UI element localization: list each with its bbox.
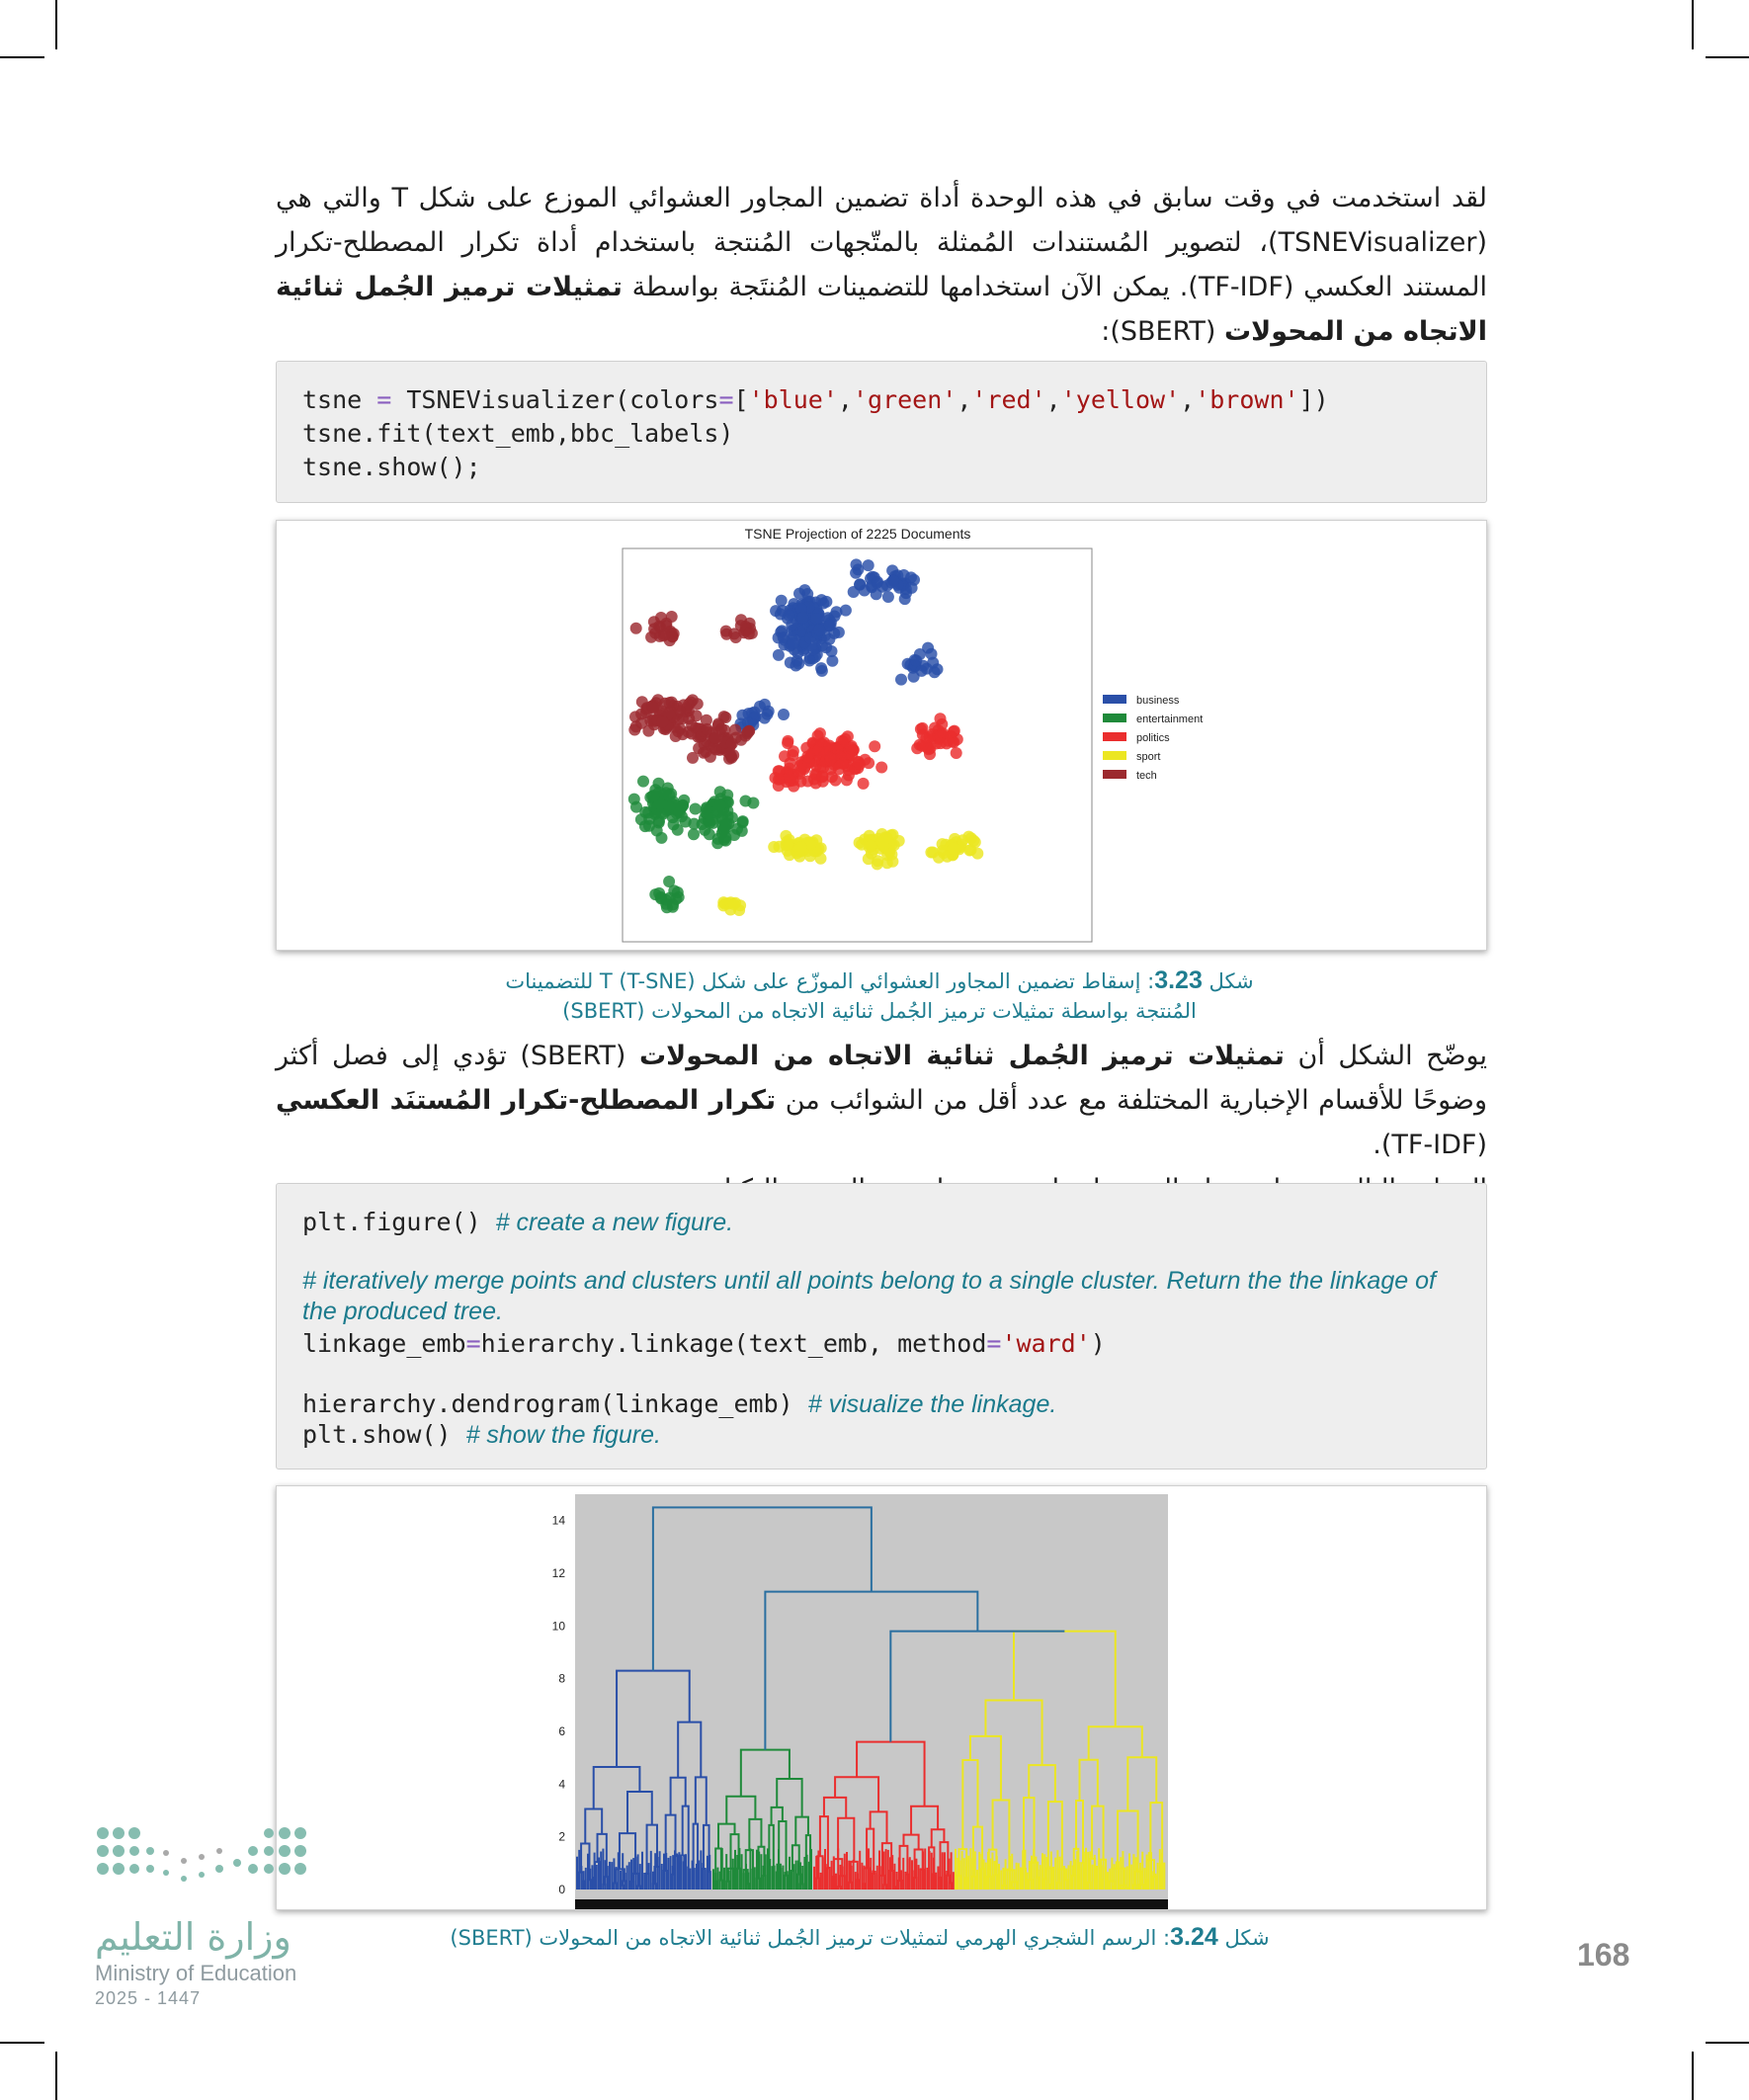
figure-caption-3-23: شكل 3.23: إسقاط تضمين المجاور العشوائي الموزّع على شكل T (T-SNE) للتضمينات المُنتجة بواسطة تمثيلات ترميز الجُمل ثنائية الاتجاه من المحولات (SBERT) (505, 966, 1254, 1023)
code-line: plt.figure() # create a new figure. (302, 1208, 734, 1236)
y-tick-label: 12 (551, 1566, 565, 1580)
tsne-point-politics (875, 762, 887, 774)
tsne-point-politics (837, 758, 849, 770)
tsne-point-business (775, 627, 787, 638)
tsne-point-sport (965, 832, 977, 844)
tsne-point-business (927, 657, 939, 669)
tsne-point-business (906, 582, 918, 594)
crop-mark (55, 2052, 57, 2100)
tsne-point-entertainment (643, 813, 655, 825)
tsne-point-entertainment (721, 790, 733, 801)
crop-mark (0, 2042, 44, 2044)
tsne-point-sport (728, 898, 740, 910)
y-tick-label: 8 (558, 1671, 565, 1686)
tsne-point-tech (701, 723, 712, 735)
tsne-point-entertainment (719, 831, 731, 843)
tsne-point-business (773, 649, 785, 661)
y-tick-label: 0 (558, 1883, 565, 1896)
tsne-point-business (899, 593, 911, 605)
tsne-point-tech (677, 728, 689, 740)
tsne-point-business (776, 595, 788, 607)
tsne-point-business (820, 596, 832, 608)
ministry-logo-english: Ministry of Education (95, 1961, 297, 1985)
tsne-point-entertainment (663, 876, 675, 887)
legend-swatch-entertainment (1103, 714, 1126, 722)
tsne-point-business (882, 591, 894, 603)
code-line: linkage_emb=hierarchy.linkage(text_emb, method='ward') (302, 1329, 1106, 1358)
intro-text: لقد استخدمت في وقت سابق في هذه الوحدة أداة تضمين المجاور العشوائي الموزع على شكل T والتي هي (TSNEVisualizer)، لتصوير المُستندات المُمثلة بالمتّجهات المُنتجة باستخدام أداة تكرار المصطلح-تكرار المستند العكسي (TF-IDF). يمكن الآن استخدامها للتضمينات المُنتَجة بواسطة (276, 183, 1488, 302)
tsne-point-business (759, 713, 771, 724)
tsne-point-sport (927, 847, 939, 859)
tsne-chart (277, 521, 1486, 950)
ministry-year: 2025 - 1447 (95, 1988, 202, 2008)
tsne-point-tech (718, 711, 730, 722)
code-block-hierarchy (276, 1183, 1487, 1470)
tsne-point-entertainment (656, 832, 668, 844)
tsne-point-business (813, 624, 825, 635)
tsne-point-sport (795, 841, 807, 853)
tsne-point-business (854, 579, 866, 591)
tsne-point-tech (635, 717, 647, 729)
tsne-point-tech (735, 620, 747, 631)
y-tick-label: 4 (558, 1777, 565, 1792)
tsne-point-entertainment (667, 898, 679, 910)
y-tick-label: 6 (558, 1724, 565, 1738)
tsne-point-politics (858, 778, 870, 790)
legend-swatch-politics (1103, 732, 1126, 741)
intro-text-end: (SBERT): (1101, 316, 1225, 347)
tsne-point-politics (774, 765, 786, 777)
page-number: 168 (1577, 1937, 1630, 1973)
code-line: tsne.fit(text_emb,bbc_labels) (302, 419, 734, 448)
tsne-point-tech (724, 748, 736, 760)
tsne-point-business (815, 662, 827, 674)
tsne-point-politics (785, 773, 796, 785)
tsne-point-business (905, 571, 917, 583)
dendrogram-figure (276, 1485, 1487, 1910)
tsne-point-business (796, 612, 808, 624)
tsne-point-business (736, 710, 748, 721)
tsne-point-sport (948, 843, 959, 855)
tsne-point-entertainment (720, 819, 732, 831)
tsne-point-business (895, 674, 907, 686)
legend-label-politics: politics (1136, 732, 1170, 744)
tsne-point-tech (655, 612, 667, 624)
tsne-point-politics (853, 756, 865, 768)
middle-paragraph: يوضّح الشكل أن تمثيلات ترميز الجُمل ثنائية الاتجاه من المحولات (SBERT) تؤدي إلى فصل أكثر وضوحًا للأقسام الإخبارية المختلفة مع عدد أقل من الشوائب من تكرار المصطلح-تكرار المُستنَد العكسي (TF-IDF). (276, 1034, 1487, 1212)
tsne-point-sport (865, 840, 876, 852)
code-line: plt.show() # show the figure. (302, 1420, 661, 1449)
tsne-point-entertainment (649, 888, 661, 900)
tsne-point-business (910, 655, 922, 667)
crop-mark (0, 56, 44, 58)
figure-number: 3.24 (1170, 1923, 1218, 1951)
tsne-title: TSNE Projection of 2225 Documents (744, 526, 971, 542)
tsne-point-sport (863, 853, 874, 865)
y-tick-label: 2 (558, 1829, 565, 1844)
tsne-point-business (801, 588, 813, 600)
legend-label-tech: tech (1136, 770, 1157, 782)
tsne-point-business (807, 643, 819, 655)
crop-mark (55, 0, 57, 49)
tsne-point-politics (784, 763, 795, 775)
tsne-point-sport (784, 849, 795, 861)
ministry-logo-arabic: وزارة التعليم (95, 1915, 292, 1959)
tsne-point-tech (687, 752, 699, 764)
tsne-point-entertainment (704, 828, 715, 840)
tsne-point-business (792, 658, 804, 670)
tsne-point-tech (657, 715, 669, 727)
tsne-point-politics (823, 740, 835, 752)
tsne-point-business (871, 588, 882, 600)
tsne-point-entertainment (664, 790, 676, 801)
tsne-point-politics (808, 774, 820, 786)
tsne-point-business (778, 709, 790, 720)
tsne-point-tech (630, 623, 642, 634)
tsne-point-business (863, 559, 874, 571)
legend-label-business: business (1136, 695, 1180, 707)
tsne-point-sport (804, 850, 816, 862)
dendrogram-chart (277, 1486, 1486, 1909)
tsne-point-politics (951, 747, 962, 759)
tsne-point-sport (782, 839, 793, 851)
tsne-point-business (831, 606, 843, 618)
tsne-point-tech (743, 725, 755, 737)
tsne-point-business (887, 575, 899, 587)
tsne-point-entertainment (688, 828, 700, 840)
code-line: tsne = TSNEVisualizer(colors=['blue','green','red','yellow','brown']) (302, 385, 1329, 414)
tsne-figure (276, 520, 1487, 951)
tsne-point-politics (935, 737, 947, 749)
tsne-point-entertainment (647, 790, 659, 801)
tsne-point-tech (659, 629, 671, 640)
legend-swatch-sport (1103, 751, 1126, 760)
tsne-point-entertainment (678, 795, 690, 806)
tsne-point-entertainment (697, 818, 708, 830)
crop-mark (1706, 2042, 1749, 2044)
tsne-point-entertainment (737, 816, 749, 828)
legend-label-sport: sport (1136, 751, 1161, 763)
tsne-point-entertainment (714, 799, 726, 811)
tsne-point-sport (965, 844, 977, 856)
figure-number: 3.23 (1154, 966, 1203, 994)
crop-mark (1706, 56, 1749, 58)
tsne-point-tech (699, 738, 710, 750)
tsne-point-politics (814, 727, 826, 739)
tsne-point-politics (869, 740, 880, 752)
y-tick-label: 14 (551, 1513, 565, 1528)
dendrogram-x-axis-bar (575, 1899, 1168, 1909)
intro-paragraph (276, 176, 1487, 354)
intro-bold-term: تمثيلات ترميز الجُمل ثنائية الاتجاه من المحولات (276, 272, 1487, 347)
tsne-point-tech (709, 744, 721, 756)
crop-mark (1692, 2052, 1694, 2100)
legend-swatch-tech (1103, 770, 1126, 779)
tsne-point-politics (842, 730, 854, 742)
tsne-point-business (916, 665, 928, 677)
tsne-point-entertainment (668, 818, 680, 830)
tsne-point-sport (815, 853, 827, 865)
tsne-point-business (787, 637, 798, 649)
tsne-point-entertainment (690, 803, 702, 815)
tsne-point-tech (692, 698, 704, 710)
crop-mark (1692, 0, 1694, 49)
tsne-point-politics (782, 737, 793, 749)
tsne-point-tech (666, 611, 678, 623)
code-comment: # iteratively merge points and clusters until all points belong to a single cluster. Return the the linkage of the produced tree. (302, 1267, 1436, 1325)
tsne-point-business (825, 620, 837, 631)
tsne-point-business (783, 610, 794, 622)
tsne-point-politics (825, 753, 837, 765)
tsne-point-tech (647, 702, 659, 714)
tsne-point-politics (920, 740, 932, 752)
code-line: hierarchy.dendrogram(linkage_emb) # visualize the linkage. (302, 1389, 1057, 1418)
code-line: tsne.show(); (302, 453, 481, 481)
tsne-point-tech (709, 732, 721, 744)
tsne-point-tech (666, 697, 678, 709)
code-block-tsne (276, 361, 1487, 503)
tsne-point-politics (845, 742, 857, 754)
figure-caption-3-24: شكل 3.24: الرسم الشجري الهرمي لتمثيلات ترميز الجُمل ثنائية الاتجاه من المحولات (SBERT) (450, 1923, 1270, 1951)
ministry-logo-dots (95, 1823, 312, 1892)
tsne-point-business (850, 567, 862, 579)
legend-swatch-business (1103, 695, 1126, 704)
tsne-point-entertainment (701, 803, 712, 815)
tsne-point-business (810, 613, 822, 625)
tsne-point-tech (648, 623, 660, 634)
tsne-point-tech (730, 732, 742, 744)
legend-label-entertainment: entertainment (1136, 714, 1204, 725)
y-tick-label: 10 (551, 1619, 565, 1634)
tsne-point-business (803, 655, 815, 667)
tsne-point-entertainment (637, 776, 649, 788)
tsne-point-politics (937, 727, 949, 739)
tsne-point-entertainment (747, 798, 759, 809)
